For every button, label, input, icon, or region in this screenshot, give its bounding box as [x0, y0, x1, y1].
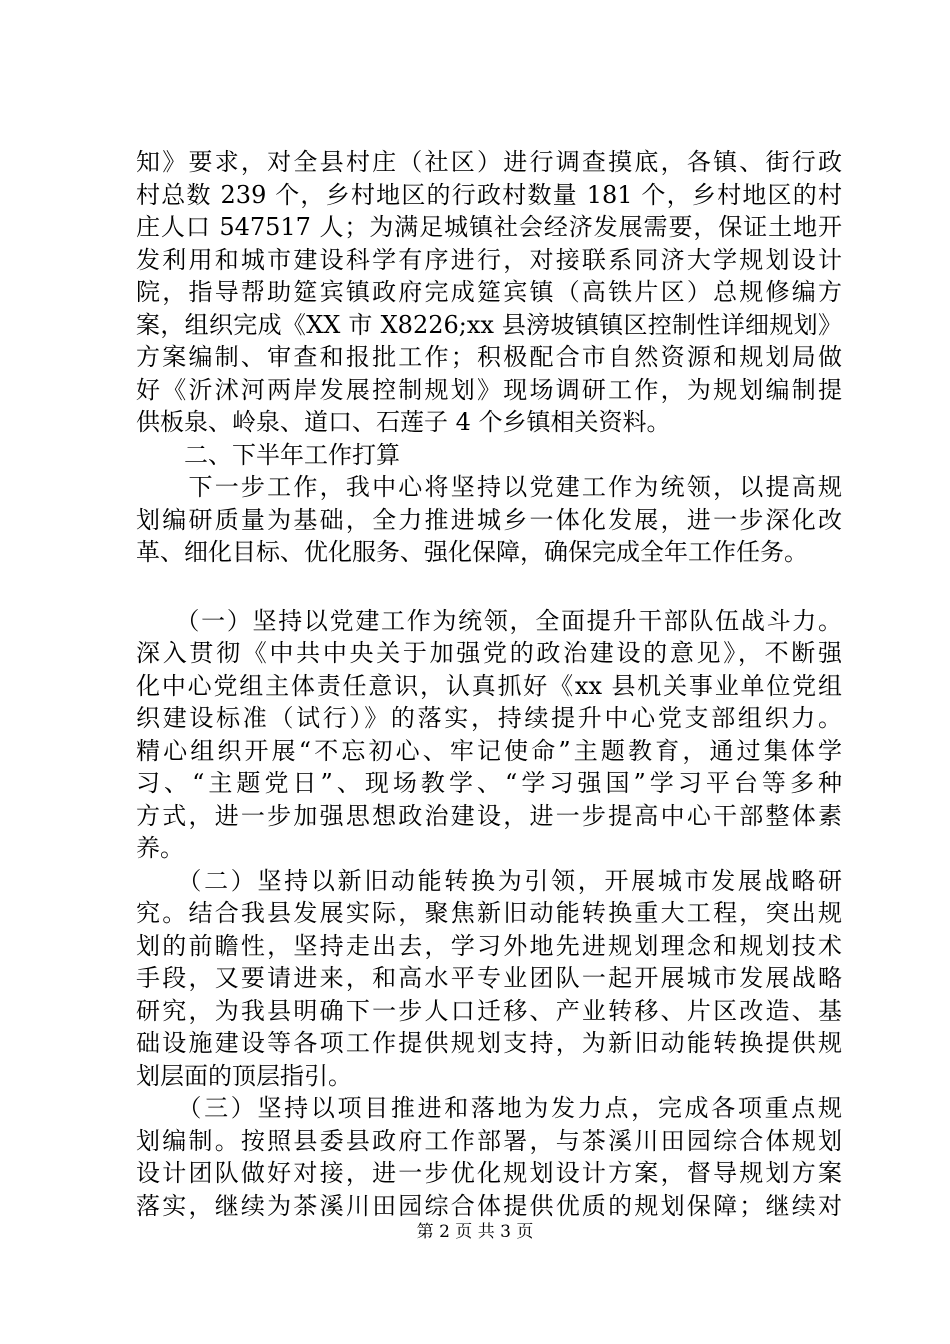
- paragraph-gap: [136, 569, 842, 605]
- text-line: 下一步工作，我中心将坚持以党建工作为统领，以提高规: [136, 473, 842, 501]
- text-line: 方案编制、审查和报批工作；积极配合市自然资源和规划局做: [136, 343, 842, 371]
- text-line: 好《沂沭河两岸发展控制规划》现场调研工作，为规划编制提: [136, 375, 842, 404]
- text-line: 村总数 239 个，乡村地区的行政村数量 181 个，乡村地区的村: [136, 180, 842, 209]
- text-line: 划编制。按照县委县政府工作部署，与茶溪川田园综合体规划: [136, 1126, 842, 1155]
- text-line: 知》要求，对全县村庄（社区）进行调查摸底，各镇、街行政: [136, 148, 842, 176]
- text-line: （三）坚持以项目推进和落地为发力点，完成各项重点规: [136, 1094, 842, 1122]
- text-line: 养。: [136, 834, 184, 862]
- text-line: 习、“主题党日”、现场教学、“学习强国”学习平台等多种: [136, 769, 842, 797]
- text-line: 院，指导帮助筵宾镇政府完成筵宾镇（高铁片区）总规修编方: [136, 278, 842, 306]
- text-line: 织建设标准（试行）》的落实，持续提升中心党支部组织力。: [136, 704, 842, 732]
- text-line: 础设施建设等各项工作提供规划支持，为新旧动能转换提供规: [136, 1029, 842, 1057]
- text-line: 究。结合我县发展实际，聚焦新旧动能转换重大工程，突出规: [136, 899, 842, 927]
- text-line: 落实，继续为茶溪川田园综合体提供优质的规划保障；继续对: [136, 1191, 842, 1220]
- text-line: （二）坚持以新旧动能转换为引领，开展城市发展战略研: [136, 866, 842, 895]
- text-line: 方式，进一步加强思想政治建设，进一步提高中心干部整体素: [136, 801, 842, 830]
- text-line: 精心组织开展“不忘初心、牢记使命”主题教育，通过集体学: [136, 736, 842, 765]
- text-line: 划的前瞻性，坚持走出去，学习外地先进规划理念和规划技术: [136, 931, 842, 960]
- text-line: 二、下半年工作打算: [136, 440, 400, 469]
- text-line: 发利用和城市建设科学有序进行，对接联系同济大学规划设计: [136, 245, 842, 274]
- text-line: （一）坚持以党建工作为统领，全面提升干部队伍战斗力。: [136, 606, 842, 635]
- text-line: 革、细化目标、优化服务、强化保障，确保完成全年工作任务。: [136, 538, 808, 566]
- text-line: 划编研质量为基础，全力推进城乡一体化发展，进一步深化改: [136, 505, 842, 534]
- text-line: 庄人口 547517 人；为满足城镇社会经济发展需要，保证土地开: [136, 213, 842, 241]
- text-line: 深入贯彻《中共中央关于加强党的政治建设的意见》，不断强: [136, 639, 842, 667]
- text-line: 设计团队做好对接，进一步优化规划设计方案，督导规划方案: [136, 1159, 842, 1187]
- text-line: 划层面的顶层指引。: [136, 1061, 352, 1090]
- text-line: 化中心党组主体责任意识，认真抓好《xx 县机关事业单位党组: [136, 671, 842, 700]
- text-line: 案，组织完成《XX 市 X8226;xx 县滂坡镇镇区控制性详细规划》: [136, 310, 842, 339]
- text-line: 供板泉、岭泉、道口、石莲子 4 个乡镇相关资料。: [136, 408, 671, 436]
- document-body: [136, 146, 842, 1222]
- text-line: 手段，又要请进来，和高水平专业团队一起开展城市发展战略: [136, 964, 842, 992]
- page-footer: 第 2 页 共 3 页: [416, 1222, 534, 1242]
- text-line: 研究，为我县明确下一步人口迁移、产业转移、片区改造、基: [136, 996, 842, 1025]
